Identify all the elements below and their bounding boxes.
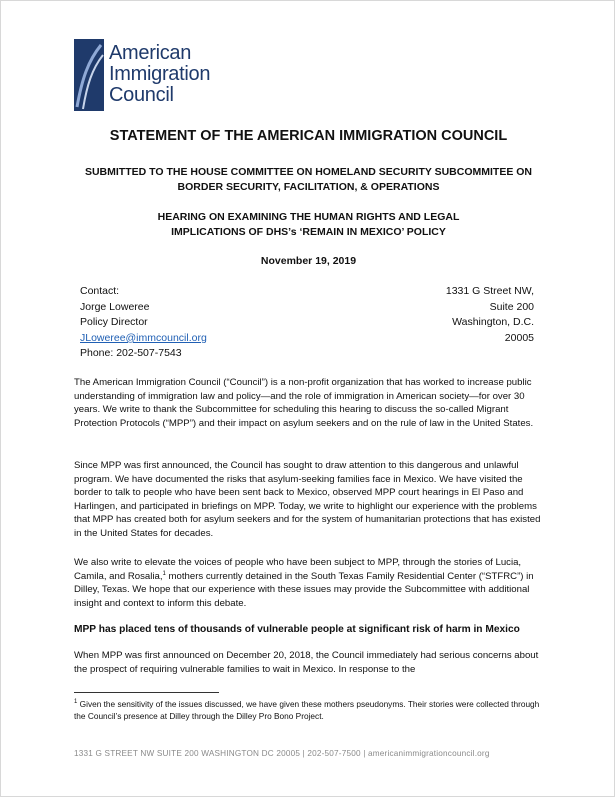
- mpp-background-paragraph: Since MPP was first announced, the Council has sought to draw attention to this dangerous and unlawful program. We have documented the risks that asylum-seeking families face in Mexico. We have visited the border to talk to people who have been sent back to Mexico, observed MPP court hearings in El Paso and Harlingen, and participated in briefings on MPP. Today, we write to highlight our experience with the problems that MPP has created both for asylum seekers and for the system of humanitarian protections that has existed in the United States for decades.: [74, 460, 541, 539]
- address-block: [446, 284, 534, 346]
- address-line-2: Suite 200: [489, 300, 534, 313]
- voices-text-end: mothers currently detained in the South Texas Family Residential Center (“STFRC”) in Dilley, Texas. We hope that our experience with these issues may provide the Subcommittee with additional insight and context to inform this debate.: [74, 570, 534, 609]
- voices-paragraph: [74, 556, 544, 610]
- footnote-text: Given the sensitivity of the issues discussed, we have given these mothers pseudonyms. Their stories were collected through the Council’s presence at Dilley through the Dilley Pro Bono Project.: [74, 699, 540, 721]
- footnote-divider: [74, 692, 219, 693]
- page-footer: 1331 G STREET NW SUITE 200 WASHINGTON DC 20005 | 202-507-7500 | americanimmigrationcouncil.org: [74, 749, 490, 758]
- logo-line-3: Council: [109, 84, 174, 106]
- hearing-line-1: HEARING ON EXAMINING THE HUMAN RIGHTS AND LEGAL: [157, 211, 460, 223]
- address-line-3: Washington, D.C.: [452, 316, 534, 329]
- footnote-number: 1: [74, 699, 78, 706]
- section-heading: MPP has placed tens of thousands of vulnerable people at significant risk of harm in Mexico: [74, 624, 520, 635]
- hearing-heading: [1, 210, 615, 240]
- logo-wordmark: [109, 43, 210, 106]
- voices-text-start: We also write to elevate the voices of people who have been subject to MPP, through the stories of Lucia, Camila, and Rosalia,: [74, 557, 522, 582]
- submitted-to-heading: [1, 165, 615, 195]
- statement-date: November 19, 2019: [260, 255, 357, 267]
- council-logo: [74, 39, 214, 113]
- logo-line-1: American: [109, 42, 192, 64]
- address-line-4: 20005: [504, 331, 534, 344]
- contact-name: Jorge Loweree: [80, 300, 150, 313]
- logo-mark-icon: [74, 39, 104, 111]
- submitted-line-1: SUBMITTED TO THE HOUSE COMMITTEE ON HOMELAND SECURITY SUBCOMMITEE ON: [84, 166, 533, 178]
- contact-role: Policy Director: [80, 316, 148, 329]
- footnote-reference: 1: [162, 570, 166, 577]
- contact-block: [80, 284, 207, 362]
- footnote: [74, 698, 544, 722]
- contact-phone: Phone: 202-507-7543: [80, 347, 182, 360]
- logo-line-2: Immigration: [109, 63, 211, 85]
- intro-paragraph: The American Immigration Council (“Council”) is a non-profit organization that has worked to increase public understanding of immigration law and policy—and the role of immigration in American society—for over 30 years. We write to thank the Subcommittee for scheduling this hearing to discuss the so-called Migrant Protection Protocols (“MPP”) and their impact on asylum seekers and on the rule of law in the United States.: [74, 377, 534, 429]
- address-line-1: 1331 G Street NW,: [445, 285, 534, 297]
- document-title: STATEMENT OF THE AMERICAN IMMIGRATION COUNCIL: [109, 128, 508, 144]
- contact-label: Contact:: [80, 285, 120, 297]
- mpp-announcement-paragraph: When MPP was first announced on December 20, 2018, the Council immediately had serious concerns about the prospect of requiring vulnerable families to wait in Mexico. In response to the: [74, 650, 539, 675]
- hearing-line-2: IMPLICATIONS OF DHS’s ‘REMAIN IN MEXICO’ POLICY: [171, 226, 446, 238]
- submitted-line-2: BORDER SECURITY, FACILITATION, & OPERATIONS: [177, 181, 440, 193]
- contact-email-link[interactable]: JLoweree@immcouncil.org: [80, 331, 207, 344]
